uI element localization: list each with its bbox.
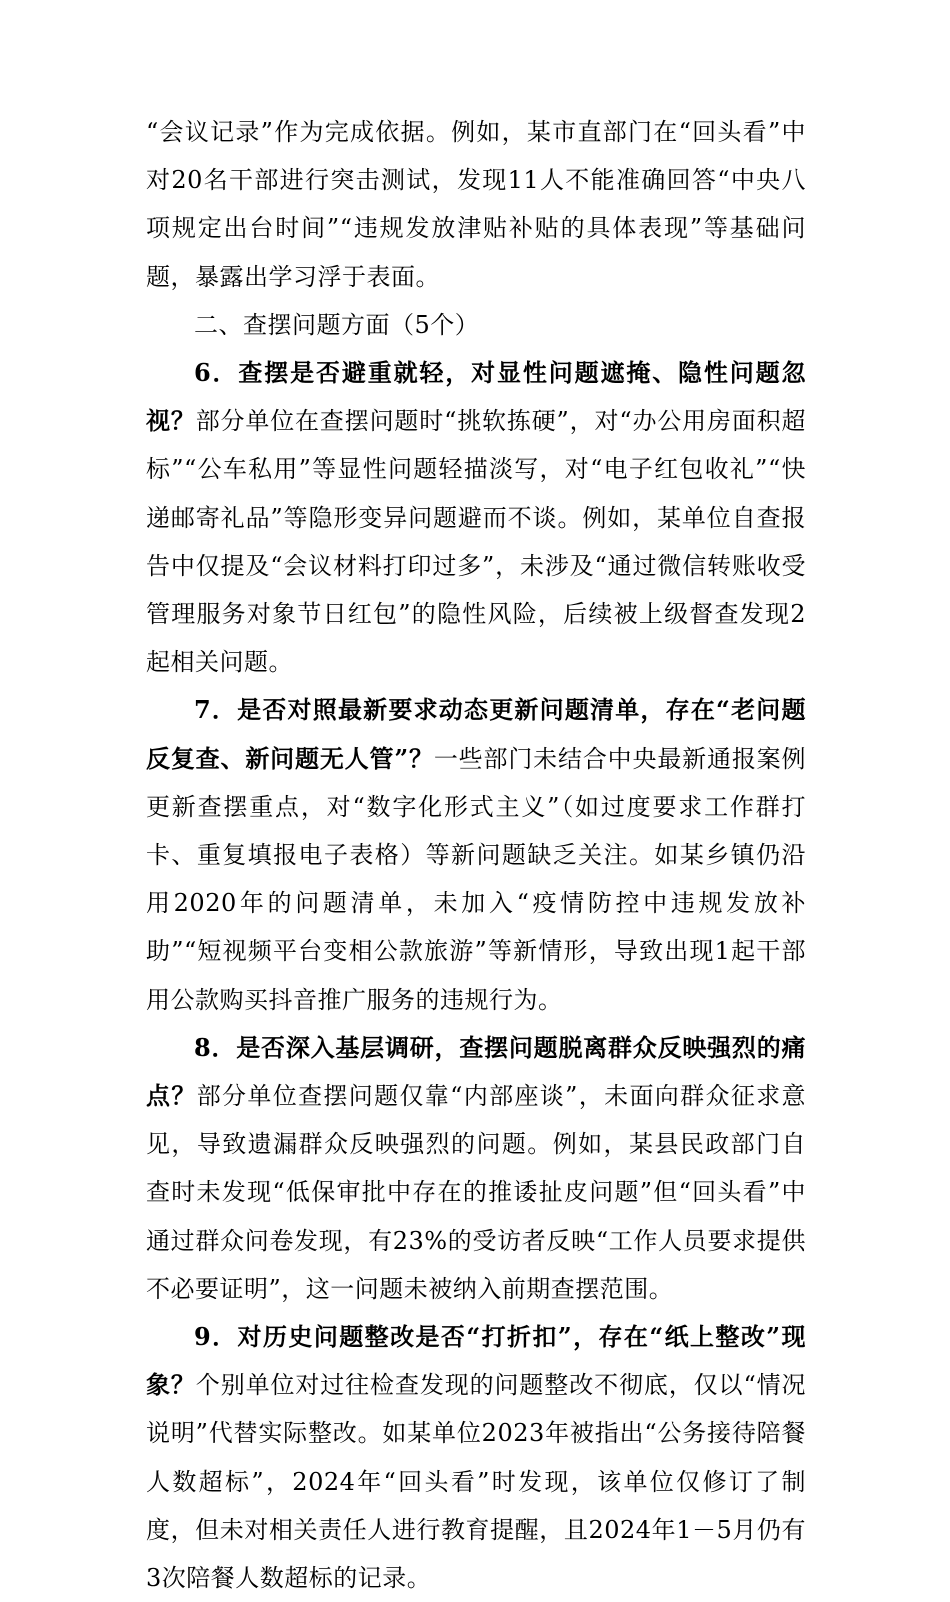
section-heading-text: 二、查摆问题方面（5个） [194, 310, 480, 339]
item-9-text: 个别单位对过往检查发现的问题整改不彻底，仅以“情况说明”代替实际整改。如某单位2023年被指出“公务接待陪餐人数超标”，2024年“回头看”时发现，该单位仅修订了制度，但未对相关责任人进行教育提醒，且2024年1－5月仍有3次陪餐人数超标的记录。 [146, 1371, 806, 1593]
item-8-text: 部分单位查摆问题仅靠“内部座谈”，未面向群众征求意见，导致遗漏群众反映强烈的问题。例如，某县民政部门自查时未发现“低保审批中存在的推诿扯皮问题”但“回头看”中通过群众问卷发现，有23%的受访者反映“工作人员要求提供不必要证明”，这一问题未被纳入前期查摆范围。 [146, 1082, 807, 1303]
paragraph-item-7 [146, 686, 806, 1023]
item-9-question: 9．对历史问题整改是否“打折扣”，存在“纸上整改”现象？ [146, 1322, 806, 1400]
paragraph-item-6 [146, 349, 806, 686]
item-7-text: 一些部门未结合中央最新通报案例更新查摆重点，对“数字化形式主义”（如过度要求工作群打卡、重复填报电子表格）等新问题缺乏关注。如某乡镇仍沿用2020年的问题清单，未加入“疫情防控中违规发放补助”“短视频平台变相公款旅游”等新情形，导致出现1起干部用公款购买抖音推广服务的违规行为。 [146, 744, 807, 1014]
item-6-question: 6．查摆是否避重就轻，对显性问题遮掩、隐性问题忽视？ [146, 358, 806, 436]
paragraph-text: “会议记录”作为完成依据。例如，某市直部门在“回头看”中对20名干部进行突击测试，发现11人不能准确回答“中央八项规定出台时间”“违规发放津贴补贴的具体表现”等基础问题，暴露出学习浮于表面。 [146, 118, 806, 291]
paragraph-item-8 [146, 1024, 806, 1313]
section-heading-problem-finding [146, 301, 806, 349]
item-7-question: 7．是否对照最新要求动态更新问题清单，存在“老问题反复查、新问题无人管”？ [146, 695, 806, 773]
item-8-question: 8．是否深入基层调研，查摆问题脱离群众反映强烈的痛点？ [146, 1032, 806, 1111]
document-body [146, 108, 806, 1602]
item-6-text: 部分单位在查摆问题时“挑软拣硬”，对“办公用房面积超标”“公车私用”等显性问题轻描淡写，对“电子红包收礼”“快递邮寄礼品”等隐形变异问题避而不谈。例如，某单位自查报告中仅提及“会议材料打印过多”，未涉及“通过微信转账收受管理服务对象节日红包”的隐性风险，后续被上级督查发现2起相关问题。 [146, 407, 807, 677]
paragraph-item-9 [146, 1313, 806, 1602]
paragraph-study-continuation [146, 108, 806, 301]
